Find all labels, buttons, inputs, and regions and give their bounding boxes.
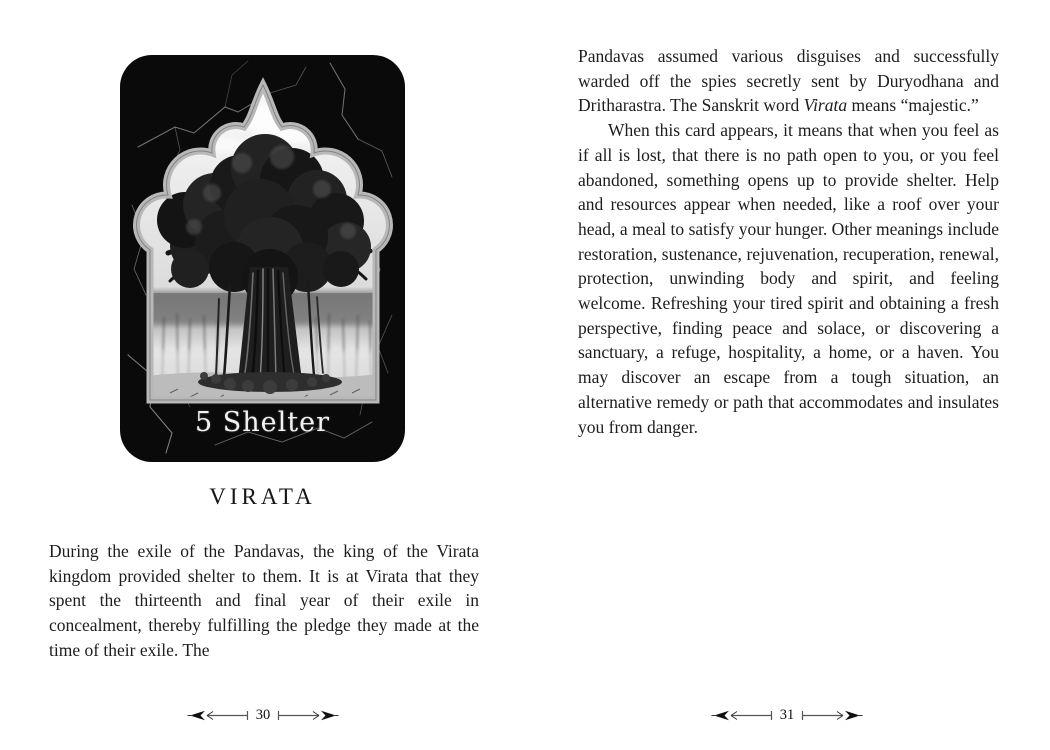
right-page-text [578, 44, 999, 439]
page-number-right: 31 [779, 706, 795, 723]
shelter-card [120, 55, 405, 462]
paragraph-text: means “majestic.” [847, 95, 979, 116]
virata-heading: VIRATA [209, 484, 316, 509]
left-arrow-icon [187, 709, 249, 722]
right-page-paragraph-2: When this card appears, it means that when you feel as if all is lost, that there is no path open to you, or you feel abandoned, something opens up to provide shelter. Help and resources appear when needed, like a roof over your head, a meal to satisfy your hunger. Other meanings include restoration, sustenance, rejuvenation, recuperation, renewal, protection, unwinding body and spirit, and feeling welcome. Refreshing your tired spirit and obtaining a fresh perspective, finding peace and solace, or discovering a sanctuary, a refuge, hospitality, a home, or a haven. You may discover an escape from a tough situation, an alternative remedy or path that accommodates and insulates you from danger. [578, 120, 999, 437]
right-page-paragraph-1 [578, 44, 999, 118]
card-title: 5 Shelter [195, 407, 330, 438]
footer-right [687, 703, 887, 727]
banyan-tree-illustration [120, 55, 405, 462]
italic-word: Virata [803, 95, 848, 116]
paragraph-text: Pandavas assumed various disguises and successfully warded off the spies secretly sent by Duryodhana and Dritharastra. The Sanskrit word [578, 46, 999, 116]
page-number-left: 30 [255, 706, 271, 723]
left-arrow-icon [711, 709, 773, 722]
footer-left [163, 703, 363, 727]
right-arrow-icon [277, 709, 339, 722]
right-arrow-icon [801, 709, 863, 722]
left-page-paragraph: During the exile of the Pandavas, the king of the Virata kingdom provided shelter to them. It is at Virata that they spent the thirteenth and final year of their exile in concealment, thereby fulfilling the pledge they made at the time of their exile. The [49, 541, 479, 660]
